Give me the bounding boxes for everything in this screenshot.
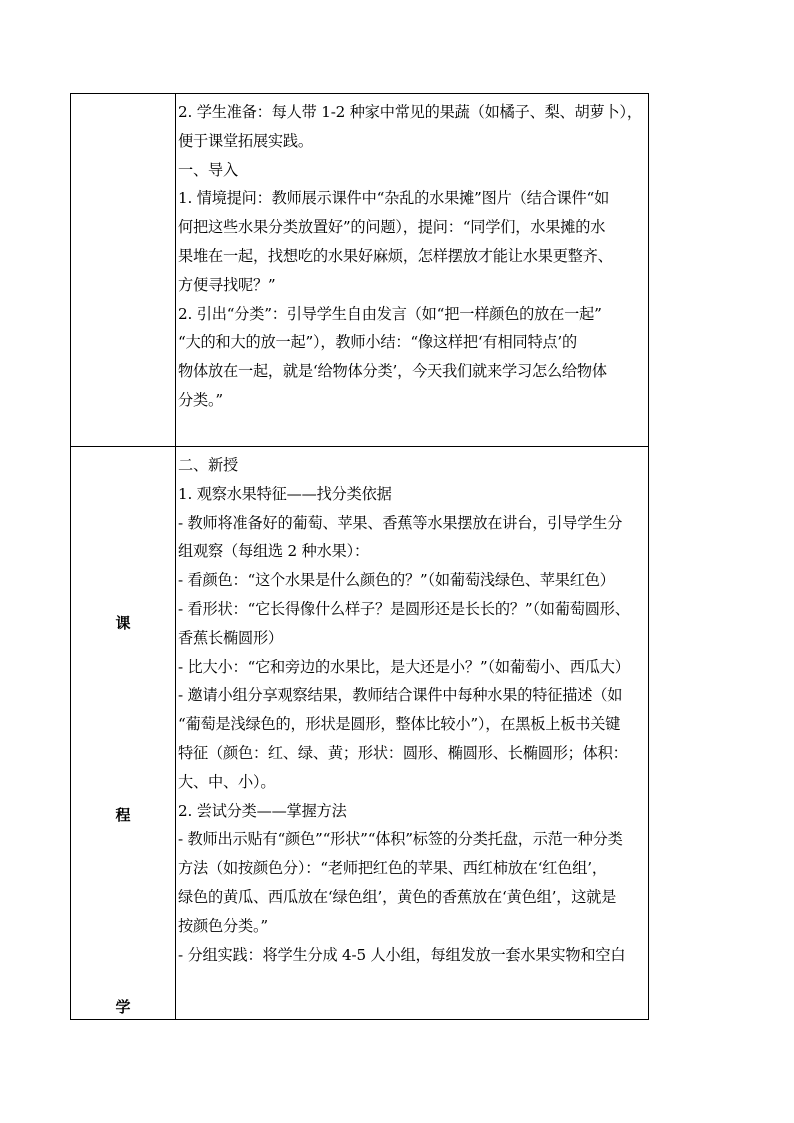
text-line: 何把这些水果分类放置好”的问题），提问：“同学们，水果摊的水 [178, 218, 606, 237]
text-line: - 教师出示贴有“颜色”“形状”“体积”标签的分类托盘，示范一种分类 [178, 830, 623, 849]
section-heading: 二、新授 [178, 456, 238, 474]
text-line: 组观察（每组选 2 种水果）： [178, 542, 369, 561]
section-heading: 一、导入 [178, 160, 238, 179]
text-line: - 看颜色：“这个水果是什么颜色的？”（如葡萄浅绿色、苹果红色） [178, 571, 615, 590]
text-line: 特征（颜色：红、绿、黄；形状：圆形、椭圆形、长椭圆形；体积： [178, 743, 628, 762]
text-line: - 分组实践：将学生分成 4-5 人小组，每组发放一套水果实物和空白 [178, 945, 626, 964]
text-line: 1. 观察水果特征——找分类依据 [178, 484, 392, 503]
row-divider [71, 446, 648, 447]
text-line: 2. 引出“分类”：引导学生自由发言（如“把一样颜色的放在一起” [178, 304, 602, 323]
left-column-char-ke: 课 [115, 614, 131, 632]
text-line: - 比大小：“它和旁边的水果比，是大还是小？”（如葡萄小、西瓜大） [178, 657, 630, 676]
new-lesson-cell [177, 451, 649, 1019]
text-line: 分类。” [178, 390, 223, 409]
text-line: 物体放在一起，就是‘给物体分类’，今天我们就来学习怎么给物体 [178, 362, 607, 381]
text-line: 大、中、小）。 [178, 772, 276, 791]
text-line: “大的和大的放一起”），教师小结：“像这样把‘有相同特点’的 [178, 333, 578, 352]
text-line: 香蕉长椭圆形） [178, 628, 283, 647]
text-line: 方法（如按颜色分）：“老师把红色的苹果、西红柿放在‘红色组’， [178, 859, 607, 878]
text-line: - 看形状：“它长得像什么样子？是圆形还是长长的？”（如葡萄圆形、 [178, 599, 630, 618]
text-line: 2. 学生准备：每人带 1-2 种家中常见的果蔬（如橘子、梨、胡萝卜）， [178, 103, 642, 121]
text-line: 果堆在一起，找想吃的水果好麻烦，怎样摆放才能让水果更整齐、 [178, 246, 613, 265]
text-line: - 邀请小组分享观察结果，教师结合课件中每种水果的特征描述（如 [178, 686, 623, 705]
text-line: 1. 情境提问：教师展示课件中“杂乱的水果摊”图片（结合课件“如 [178, 189, 610, 208]
text-line: “葡萄是浅绿色的，形状是圆形，整体比较小”），在黑板上板书关键 [178, 715, 621, 734]
text-line: 便于课堂拓展实践。 [178, 131, 313, 150]
text-line: - 教师将准备好的葡萄、苹果、香蕉等水果摆放在讲台，引导学生分 [178, 513, 623, 532]
text-line: 方便寻找呢？” [178, 275, 276, 294]
preparation-and-intro-cell [177, 98, 649, 444]
left-column-char-xue: 学 [115, 998, 131, 1016]
text-line: 2. 尝试分类——掌握方法 [178, 801, 347, 820]
text-line: 绿色的黄瓜、西瓜放在‘绿色组’，黄色的香蕉放在‘黄色组’，这就是 [178, 887, 617, 906]
left-column-char-cheng: 程 [115, 806, 131, 824]
text-line: 按颜色分类。” [178, 916, 268, 935]
lesson-plan-table [70, 93, 649, 1020]
column-divider [175, 94, 176, 1019]
